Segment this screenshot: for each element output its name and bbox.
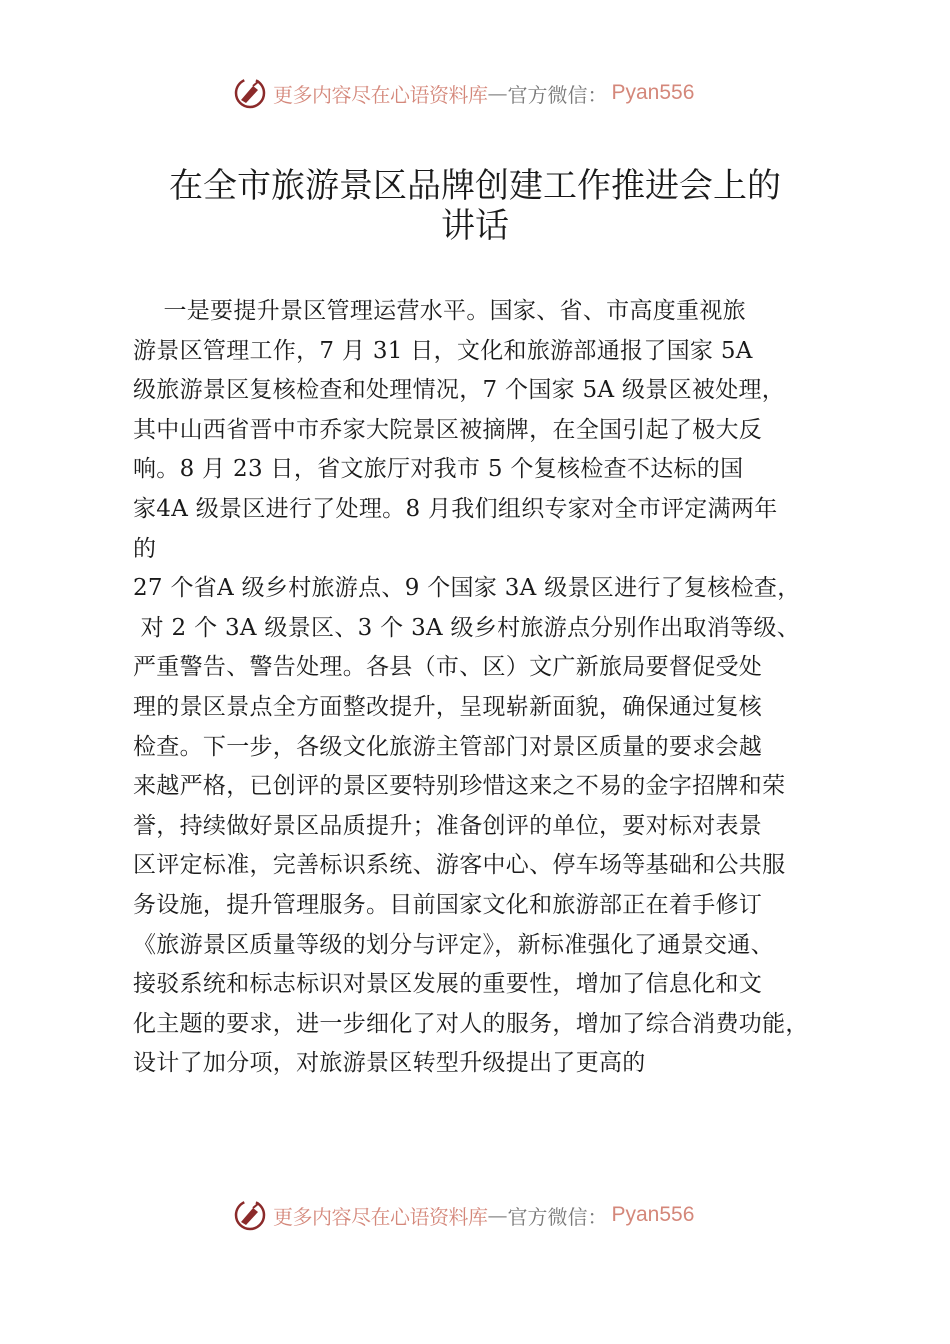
body-text-line: 27 个省A 级乡村旅游点、9 个国家 3A 级景区进行了复核检查，	[133, 575, 801, 602]
body-text-line: 设计了加分项，对旅游景区转型升级提出了更高的	[133, 1050, 646, 1077]
pen-nib-logo-icon	[233, 1198, 267, 1232]
body-text-line: 来越严格，已创评的景区要特别珍惜这来之不易的金字招牌和荣	[133, 773, 786, 800]
document-title-line-2: 讲话	[441, 206, 509, 246]
banner-separator: —	[487, 1203, 508, 1227]
banner-wechat-label: 官方微信：	[507, 82, 608, 107]
body-text-line: 严重警告、警告处理。各县（市、区）文广新旅局要督促受处	[133, 654, 763, 681]
body-text-line: 其中山西省晋中市乔家大院景区被摘牌，在全国引起了极大反	[133, 416, 763, 443]
body-text-line: 一是要提升景区管理运营水平。国家、省、市高度重视旅	[133, 298, 746, 324]
body-text-line: 的	[133, 535, 157, 562]
banner-wechat-label: 官方微信：	[507, 1204, 608, 1229]
pen-nib-logo-icon	[233, 76, 267, 110]
body-text-line: 响。8 月 23 日，省文旅厅对我市 5 个复核检查不达标的国	[133, 456, 744, 483]
banner-site-text: 更多内容尽在心语资料库	[273, 1204, 488, 1229]
body-text-line: 对 2 个 3A 级景区、3 个 3A 级乡村旅游点分别作出取消等级、	[133, 614, 801, 641]
body-text-line: 《旅游景区质量等级的划分与评定》，新标准强化了通景交通、	[133, 931, 774, 958]
body-text-line: 化主题的要求，进一步细化了对人的服务，增加了综合消费功能，	[133, 1010, 809, 1037]
body-text-line: 务设施，提升管理服务。目前国家文化和旅游部正在着手修订	[133, 891, 763, 918]
footer-banner	[233, 1197, 694, 1233]
header-banner	[233, 75, 694, 111]
body-text-line: 级旅游景区复核检查和处理情况，7 个国家 5A 级景区被处理，	[133, 377, 786, 404]
banner-separator: —	[487, 81, 508, 105]
document-body	[133, 292, 853, 1084]
banner-wechat-id: Pyan556	[611, 81, 695, 104]
body-text-line: 家4A 级景区进行了处理。8 月我们组织专家对全市评定满两年	[133, 495, 778, 522]
banner-site-text: 更多内容尽在心语资料库	[273, 82, 488, 107]
banner-wechat-id: Pyan556	[611, 1203, 695, 1226]
body-text-line: 检查。下一步，各级文化旅游主管部门对景区质量的要求会越	[133, 733, 763, 760]
body-text-line: 接驳系统和标志标识对景区发展的重要性，增加了信息化和文	[133, 971, 763, 998]
body-text-line: 誉，持续做好景区品质提升；准备创评的单位，要对标对表景	[133, 812, 763, 839]
document-title-line-1: 在全市旅游景区品牌创建工作推进会上的	[169, 166, 781, 206]
body-text-line: 游景区管理工作，7 月 31 日，文化和旅游部通报了国家 5A	[133, 337, 753, 364]
body-text-line: 理的景区景点全方面整改提升，呈现崭新面貌，确保通过复核	[133, 693, 763, 720]
body-text-line: 区评定标准，完善标识系统、游客中心、停车场等基础和公共服	[133, 852, 786, 879]
